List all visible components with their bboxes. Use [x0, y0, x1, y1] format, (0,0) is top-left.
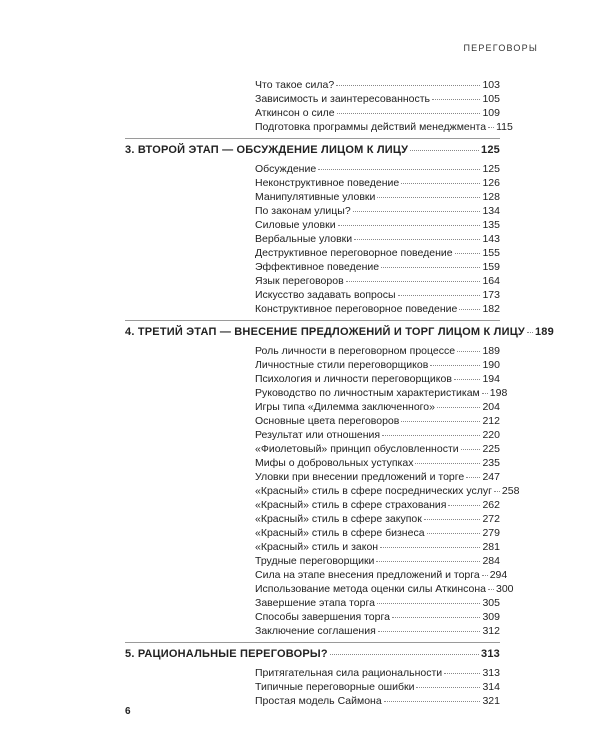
- toc-entry: [255, 471, 500, 484]
- toc-entry: [255, 527, 500, 540]
- toc-entry-title: «Красный» стиль в сфере бизнеса: [255, 527, 425, 539]
- toc-entry: [255, 289, 500, 302]
- toc-entry: [255, 457, 500, 470]
- toc-entry: [255, 667, 500, 680]
- leader-dots: [338, 225, 481, 226]
- toc-entry-page: 321: [482, 695, 500, 707]
- toc-entry-page: 143: [482, 233, 500, 245]
- toc-entry: [255, 555, 500, 568]
- toc-entry-title: Деструктивное переговорное поведение: [255, 247, 453, 259]
- leader-dots: [430, 365, 480, 366]
- toc-entry-title: Способы завершения торга: [255, 611, 390, 623]
- toc-entry-title: Язык переговоров: [255, 275, 344, 287]
- leader-dots: [336, 85, 480, 86]
- toc-entry-page: 212: [482, 415, 500, 427]
- leader-dots: [482, 393, 488, 394]
- toc-entry-page: 279: [482, 527, 500, 539]
- leader-dots: [432, 99, 480, 100]
- section-divider: [125, 138, 500, 139]
- toc-entry-page: 312: [482, 625, 500, 637]
- leader-dots: [398, 295, 481, 296]
- toc-entry-page: 258: [501, 485, 520, 497]
- toc-entry-page: 125: [482, 163, 500, 175]
- toc-entry-page: 164: [482, 275, 500, 287]
- toc-entry-title: Подготовка программы действий менеджмента: [255, 121, 487, 133]
- leader-dots: [482, 575, 488, 576]
- toc-entry-page: 190: [482, 359, 500, 371]
- running-header: ПЕРЕГОВОРЫ: [463, 43, 538, 53]
- leader-dots: [488, 127, 494, 128]
- toc-entry-page: 103: [482, 79, 500, 91]
- leader-dots: [488, 589, 494, 590]
- toc-entry-title: Простая модель Саймона: [255, 695, 382, 707]
- leader-dots: [459, 309, 480, 310]
- toc-entry: [255, 611, 500, 624]
- toc-entry-title: Что такое сила?: [255, 79, 335, 91]
- leader-dots: [410, 150, 479, 151]
- leader-dots: [527, 332, 533, 333]
- leader-dots: [457, 351, 480, 352]
- toc-entry: [255, 121, 513, 134]
- toc-entry-page: 262: [482, 499, 500, 511]
- toc-entry: [255, 205, 500, 218]
- page-number: 6: [125, 706, 131, 717]
- toc-entry: [255, 583, 514, 596]
- toc-entry-title: Игры типа «Дилемма заключенного»: [255, 401, 435, 413]
- toc-entry-page: 198: [489, 387, 508, 399]
- toc-entry: [255, 275, 500, 288]
- toc-entry-title: Эффективное поведение: [255, 261, 380, 273]
- toc-entry-page: 235: [482, 457, 500, 469]
- toc-entry: [255, 219, 500, 232]
- toc-entry-title: Уловки при внесении предложений и торге: [255, 471, 465, 483]
- toc-entry-page: 128: [482, 191, 500, 203]
- toc-entry: [255, 261, 500, 274]
- leader-dots: [424, 519, 481, 520]
- chapter-title: 5. РАЦИОНАЛЬНЫЕ ПЕРЕГОВОРЫ?: [125, 648, 328, 660]
- toc-chapter-5: [125, 648, 500, 661]
- toc-entry: [255, 625, 500, 638]
- toc-entry-title: Заключение соглашения: [255, 625, 376, 637]
- leader-dots: [330, 654, 479, 655]
- toc-entry-title: Аткинсон о силе: [255, 107, 335, 119]
- toc-entry-title: Личностные стили переговорщиков: [255, 359, 429, 371]
- toc-entry-page: 220: [482, 429, 500, 441]
- leader-dots: [353, 211, 481, 212]
- leader-dots: [376, 561, 480, 562]
- toc-entry: [255, 569, 508, 582]
- leader-dots: [318, 169, 480, 170]
- toc-entry-title: По законам улицы?: [255, 205, 351, 217]
- toc-entry-page: 247: [482, 471, 500, 483]
- toc-entry-title: Трудные переговорщики: [255, 555, 375, 567]
- leader-dots: [454, 379, 481, 380]
- chapter-title: 4. ТРЕТИЙ ЭТАП — ВНЕСЕНИЕ ПРЕДЛОЖЕНИЙ И ТОРГ ЛИЦОМ К ЛИЦУ: [125, 326, 525, 338]
- leader-dots: [346, 281, 481, 282]
- toc-entry-page: 189: [482, 345, 500, 357]
- toc-entry: [255, 93, 500, 106]
- toc-entry: [255, 401, 500, 414]
- toc-entry-page: 194: [482, 373, 500, 385]
- leader-dots: [377, 603, 481, 604]
- leader-dots: [401, 183, 480, 184]
- leader-dots: [461, 449, 481, 450]
- toc-chapter-3: [125, 144, 500, 157]
- toc-entry-title: «Красный» стиль в сфере посреднических услуг: [255, 485, 492, 497]
- chapter-page: 189: [534, 326, 554, 338]
- toc-entry: [255, 695, 500, 708]
- toc-entry-title: Роль личности в переговорном процессе: [255, 345, 456, 357]
- leader-dots: [392, 617, 481, 618]
- toc-entry-title: Руководство по личностным характеристикам: [255, 387, 480, 399]
- toc-entry-title: Неконструктивное поведение: [255, 177, 400, 189]
- leader-dots: [378, 631, 481, 632]
- toc-entry-page: 309: [482, 611, 500, 623]
- toc-entry: [255, 107, 500, 120]
- toc-entry: [255, 443, 500, 456]
- toc-entry: [255, 247, 500, 260]
- toc-entry-title: Манипулятивные уловки: [255, 191, 376, 203]
- leader-dots: [416, 687, 480, 688]
- toc-entry: [255, 359, 500, 372]
- toc-entry-title: «Красный» стиль в сфере страхования: [255, 499, 447, 511]
- toc-entry-page: 284: [482, 555, 500, 567]
- toc-entry: [255, 373, 500, 386]
- toc-entry-page: 135: [482, 219, 500, 231]
- toc-entry-page: 155: [482, 247, 500, 259]
- toc-entry: [255, 163, 500, 176]
- leader-dots: [448, 505, 480, 506]
- toc-entry: [255, 387, 508, 400]
- toc-entry-title: Притягательная сила рациональности: [255, 667, 443, 679]
- toc-entry-title: «Красный» стиль и закон: [255, 541, 379, 553]
- toc-entry: [255, 513, 500, 526]
- toc-entry: [255, 681, 500, 694]
- toc-entry-page: 294: [489, 569, 508, 581]
- toc-chapter-4: [125, 326, 554, 339]
- toc-entry: [255, 597, 500, 610]
- leader-dots: [381, 267, 480, 268]
- leader-dots: [415, 463, 480, 464]
- toc-entry-title: Использование метода оценки силы Аткинсона: [255, 583, 486, 595]
- toc-entry-page: 109: [482, 107, 500, 119]
- leader-dots: [427, 533, 481, 534]
- leader-dots: [337, 113, 481, 114]
- toc-entry-title: Вербальные уловки: [255, 233, 353, 245]
- toc-entry-title: Обсуждение: [255, 163, 317, 175]
- toc-entry: [255, 499, 500, 512]
- toc-entry-title: Завершение этапа торга: [255, 597, 375, 609]
- toc-entry-page: 126: [482, 177, 500, 189]
- leader-dots: [444, 673, 480, 674]
- toc-entry-title: Психология и личности переговорщиков: [255, 373, 452, 385]
- toc-entry-page: 281: [482, 541, 500, 553]
- toc-entry: [255, 233, 500, 246]
- toc-entry-page: 305: [482, 597, 500, 609]
- toc-entry-title: «Красный» стиль в сфере закупок: [255, 513, 422, 525]
- toc-entry-title: Мифы о добровольных уступках: [255, 457, 414, 469]
- toc-entry: [255, 345, 500, 358]
- toc-entry: [255, 177, 500, 190]
- toc-entry-title: Сила на этапе внесения предложений и торга: [255, 569, 480, 581]
- toc-entry-page: 225: [482, 443, 500, 455]
- toc-entry-title: Конструктивное переговорное поведение: [255, 303, 458, 315]
- toc-entry-title: Типичные переговорные ошибки: [255, 681, 415, 693]
- toc-entry-title: Зависимость и заинтересованность: [255, 93, 431, 105]
- toc-entry-title: «Фиолетовый» принцип обусловленности: [255, 443, 459, 455]
- section-divider: [125, 320, 500, 321]
- toc-entry-page: 182: [482, 303, 500, 315]
- toc-entry-title: Результат или отношения: [255, 429, 381, 441]
- chapter-title: 3. ВТОРОЙ ЭТАП — ОБСУЖДЕНИЕ ЛИЦОМ К ЛИЦУ: [125, 144, 409, 156]
- leader-dots: [466, 477, 480, 478]
- toc-entry-title: Основные цвета переговоров: [255, 415, 400, 427]
- toc-entry: [255, 79, 500, 92]
- toc-entry: [255, 191, 500, 204]
- toc-entry-page: 159: [482, 261, 500, 273]
- leader-dots: [437, 407, 481, 408]
- toc-entry-title: Силовые уловки: [255, 219, 336, 231]
- toc-entry-page: 173: [482, 289, 500, 301]
- toc-entry: [255, 415, 500, 428]
- section-divider: [125, 642, 500, 643]
- toc-entry: [255, 303, 500, 316]
- leader-dots: [455, 253, 481, 254]
- toc-entry: [255, 429, 500, 442]
- toc-entry-page: 314: [482, 681, 500, 693]
- leader-dots: [380, 547, 480, 548]
- toc-entry-title: Искусство задавать вопросы: [255, 289, 396, 301]
- toc-entry-page: 105: [482, 93, 500, 105]
- toc-entry-page: 204: [482, 401, 500, 413]
- leader-dots: [377, 197, 480, 198]
- leader-dots: [401, 421, 480, 422]
- leader-dots: [382, 435, 480, 436]
- toc-entry: [255, 541, 500, 554]
- chapter-page: 313: [481, 648, 500, 660]
- toc-entry: [255, 485, 520, 498]
- toc-entry-page: 313: [482, 667, 500, 679]
- leader-dots: [354, 239, 480, 240]
- leader-dots: [384, 701, 481, 702]
- toc-entry-page: 134: [482, 205, 500, 217]
- toc-entry-page: 272: [482, 513, 500, 525]
- toc-entry-page: 115: [496, 121, 513, 133]
- toc-entry-page: 300: [495, 583, 514, 595]
- leader-dots: [494, 491, 500, 492]
- chapter-page: 125: [481, 144, 500, 156]
